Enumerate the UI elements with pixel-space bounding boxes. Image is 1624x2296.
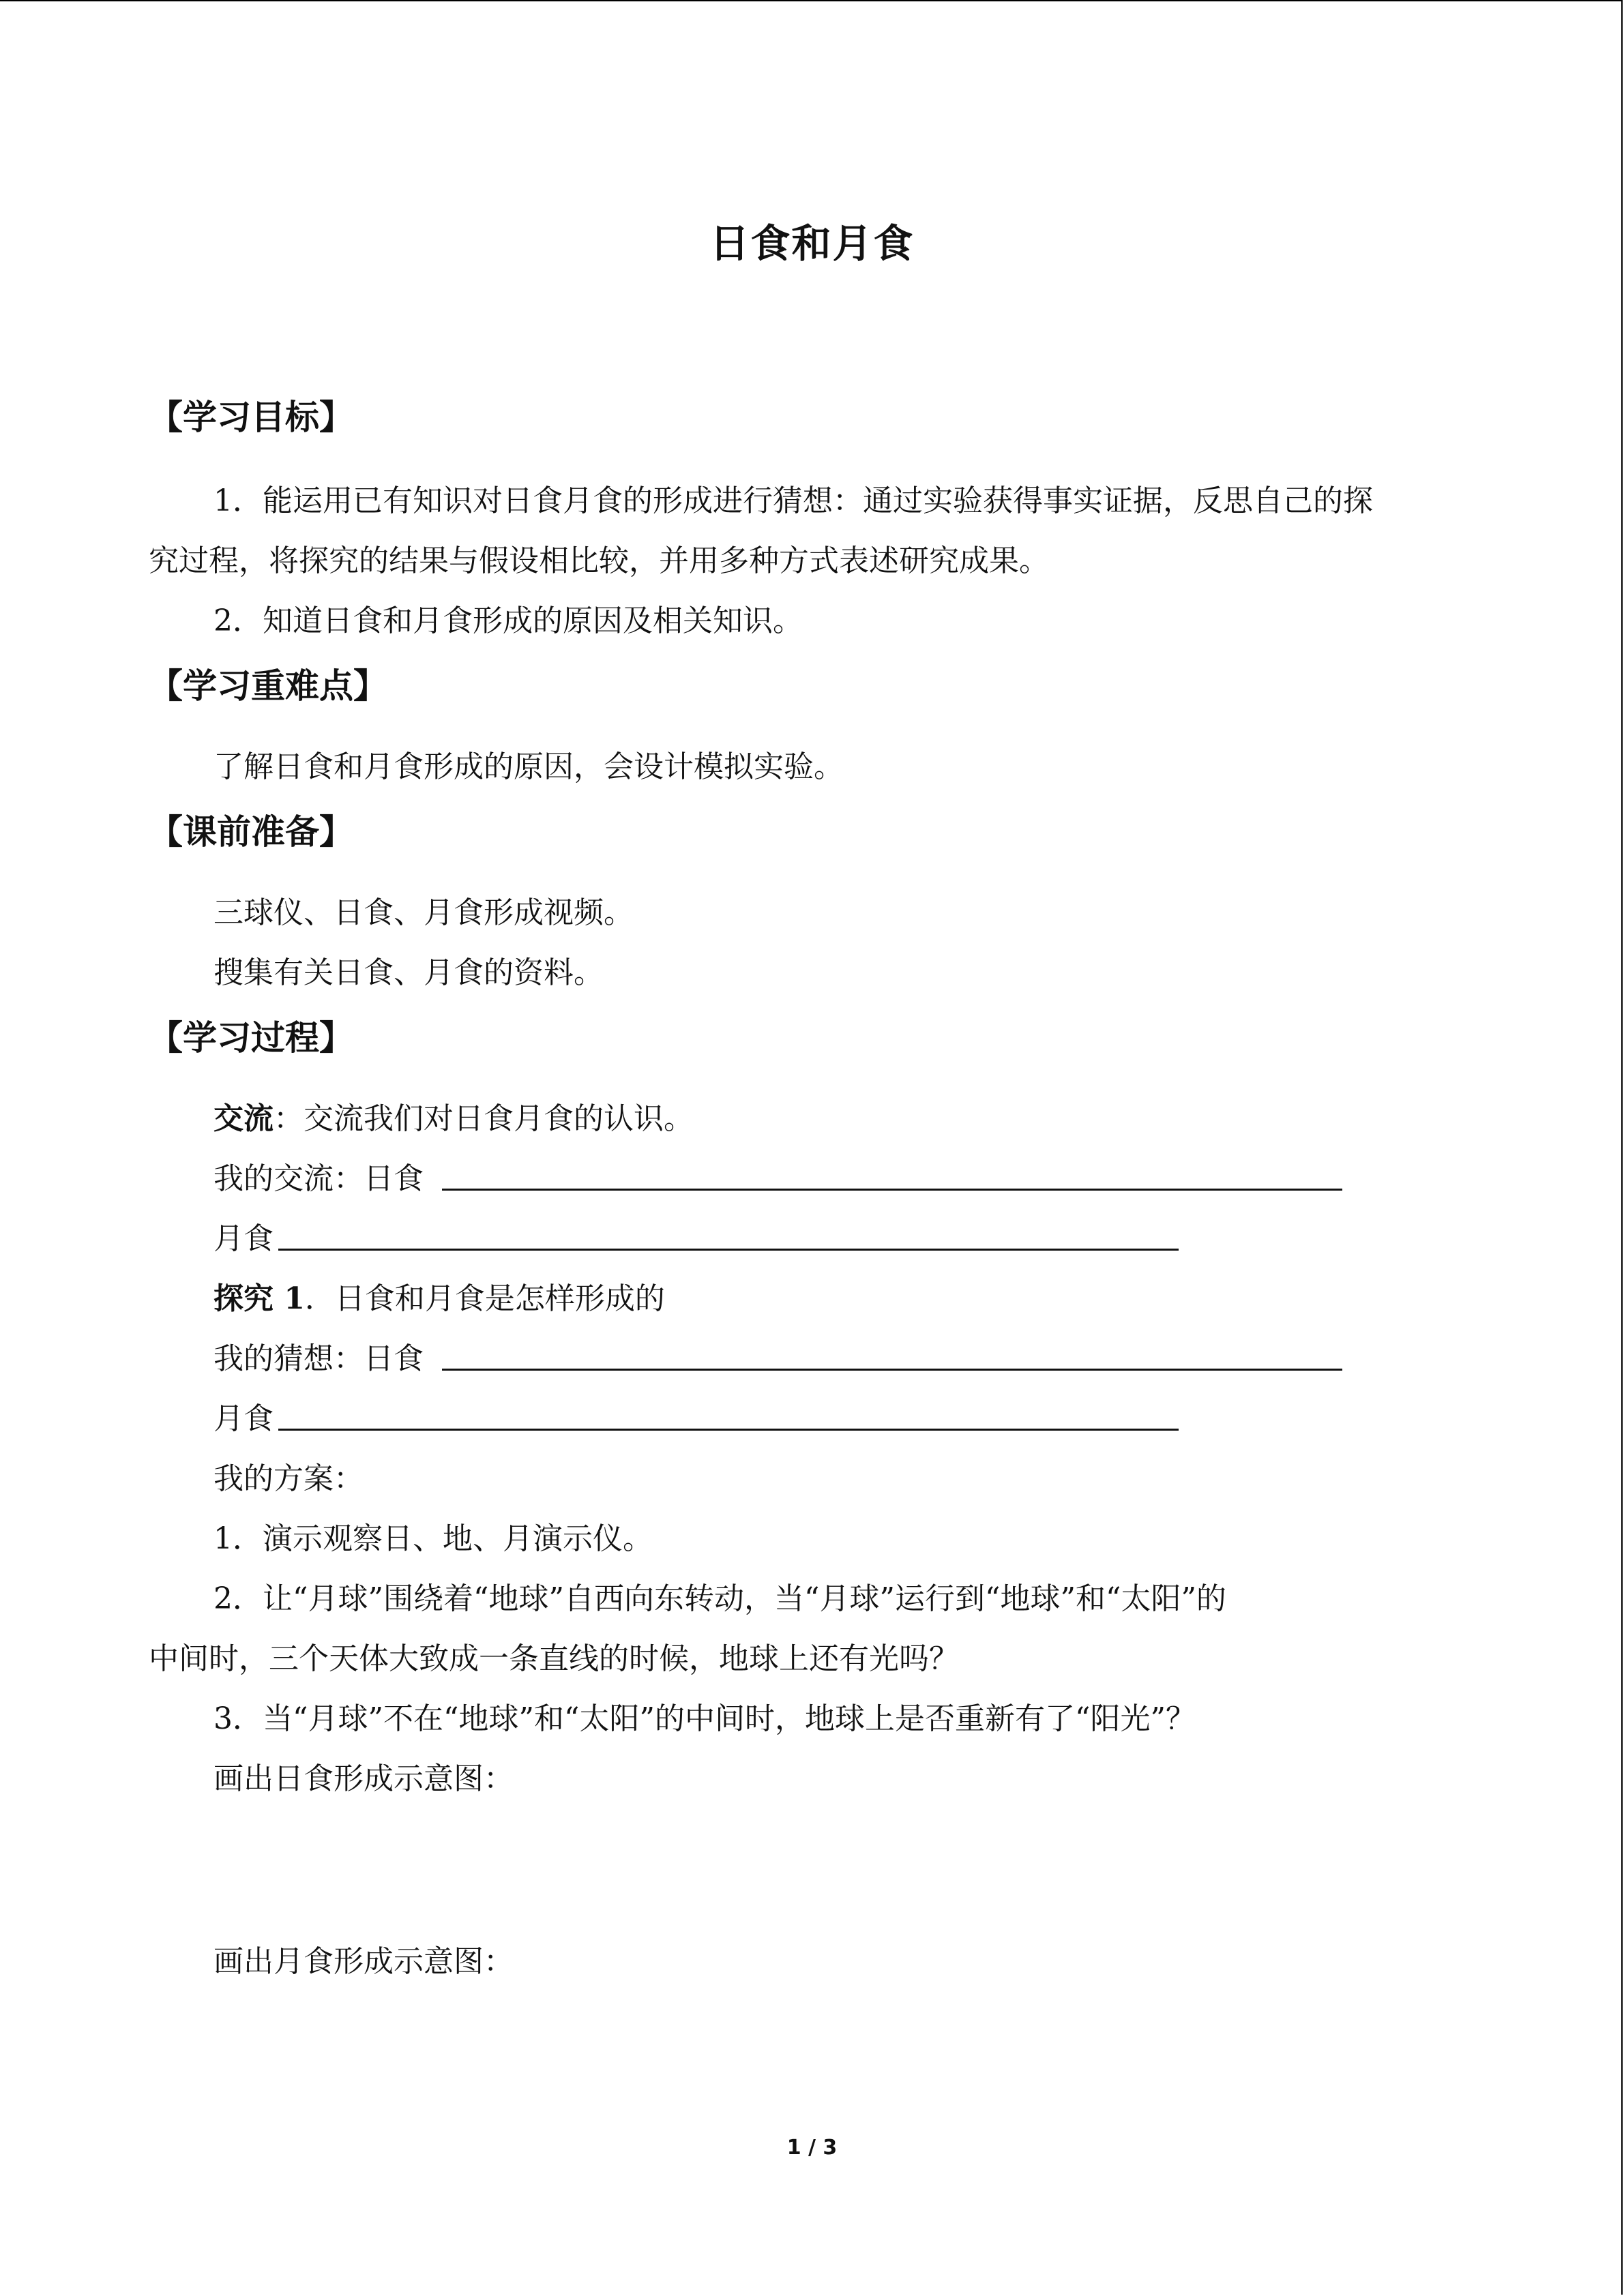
- guess-solar-blank[interactable]: [442, 1369, 1342, 1371]
- guess-lunar-blank[interactable]: [278, 1429, 1179, 1431]
- my-exchange-lunar-blank[interactable]: [278, 1249, 1179, 1251]
- preparation-line-1: 三球仪、日食、月食形成视频。: [213, 895, 634, 930]
- my-exchange-solar-blank[interactable]: [442, 1189, 1342, 1191]
- explore-label: 探究 1: [213, 1281, 305, 1316]
- key-points-paragraph: 了解日食和月食形成的原因，会设计模拟实验。: [213, 749, 844, 784]
- plan-step-1: 1．演示观察日、地、月演示仪。: [213, 1521, 653, 1556]
- plan-step-3: 3．当“月球”不在“地球”和“太阳”的中间时，地球上是否重新有了“阳光”？: [213, 1701, 1196, 1736]
- my-exchange-lunar-label: 月食: [213, 1221, 274, 1256]
- draw-solar-prompt: 画出日食形成示意图：: [213, 1761, 514, 1796]
- goals-paragraph-2: 2．知道日食和月食形成的原因及相关知识。: [213, 603, 803, 638]
- heading-goals: 【学习目标】: [149, 398, 353, 437]
- draw-lunar-prompt: 画出月食形成示意图：: [213, 1944, 514, 1979]
- plan-step-2-line-1: 2．让“月球”围绕着“地球”自西向东转动，当“月球”运行到“地球”和“太阳”的: [213, 1581, 1226, 1616]
- page-title: 日食和月食: [709, 220, 915, 267]
- plan-label: 我的方案：: [213, 1461, 364, 1496]
- goals-paragraph-1-line-1: 1．能运用已有知识对日食月食的形成进行猜想：通过实验获得事实证据，反思自己的探: [213, 483, 1373, 518]
- exchange-label: 交流: [213, 1101, 274, 1136]
- preparation-line-2: 搜集有关日食、月食的资料。: [213, 955, 604, 990]
- explore-text: ．日食和月食是怎样形成的: [304, 1281, 665, 1316]
- guess-lunar-label: 月食: [213, 1401, 274, 1436]
- guess-solar-label: 我的猜想：日食: [213, 1341, 424, 1376]
- page-number: 1 / 3: [786, 2136, 838, 2160]
- plan-step-2-line-2: 中间时，三个天体大致成一条直线的时候，地球上还有光吗？: [149, 1641, 959, 1676]
- exchange-line: [213, 1094, 694, 1137]
- exchange-text: ：交流我们对日食月食的认识。: [274, 1101, 694, 1136]
- heading-preparation: 【课前准备】: [149, 812, 353, 852]
- my-exchange-solar-label: 我的交流：日食: [213, 1161, 424, 1196]
- heading-process: 【学习过程】: [149, 1018, 353, 1058]
- goals-paragraph-1-line-2: 究过程，将探究的结果与假设相比较，并用多种方式表述研究成果。: [149, 543, 1049, 578]
- explore-line: [213, 1274, 665, 1317]
- heading-key-points: 【学习重难点】: [149, 666, 387, 706]
